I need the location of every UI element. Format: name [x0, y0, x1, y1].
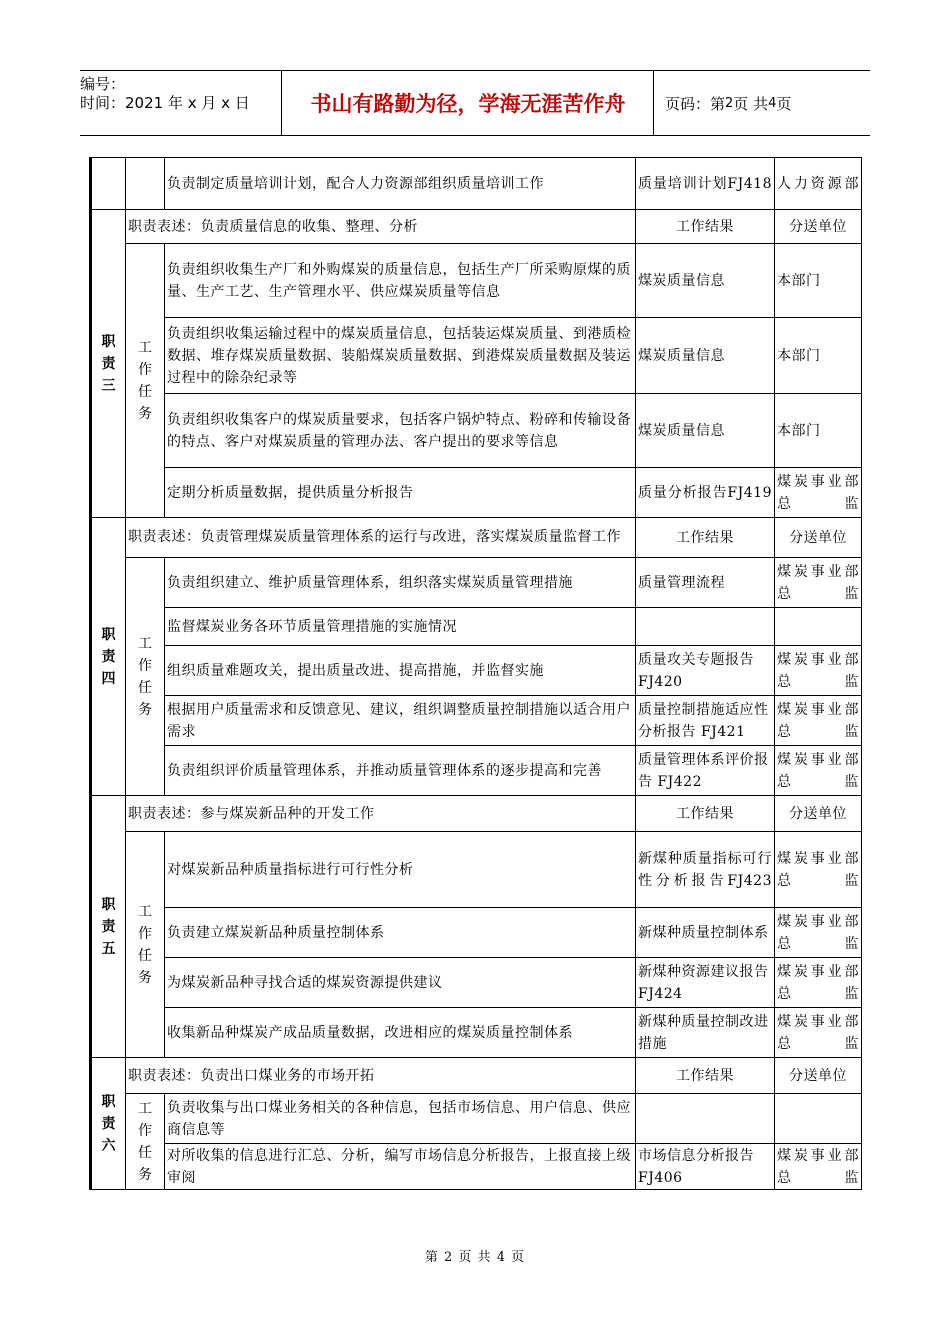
- duty-statement-row: [91, 210, 862, 244]
- task-label: 工作任务: [126, 832, 165, 1058]
- result-text: 质量管理流程: [636, 558, 775, 608]
- dest-text: 煤炭事业部总监: [775, 558, 862, 608]
- dest-text: 煤炭事业部总监: [775, 468, 862, 518]
- header-motto: 书山有路勤为径，学海无涯苦作舟: [283, 71, 654, 135]
- task-text: 对所收集的信息进行汇总、分析，编写市场信息分析报告，上报直接上级审阅: [165, 1144, 636, 1190]
- header-page-number: 页码：第 2 页 共 4 页: [665, 94, 792, 113]
- duty-statement-row: [91, 518, 862, 558]
- task-text: 收集新品种煤炭产成品质量数据，改进相应的煤炭质量控制体系: [165, 1008, 636, 1058]
- task-text: 为煤炭新品种寻找合适的煤炭资源提供建议: [165, 958, 636, 1008]
- dest-text: 煤炭事业部总监: [775, 646, 862, 696]
- task-text: 负责建立煤炭新品种质量控制体系: [165, 908, 636, 958]
- duty-label: 职责四: [91, 518, 126, 796]
- task-text: 定期分析质量数据，提供质量分析报告: [165, 468, 636, 518]
- dest-text: 人力资源部: [775, 158, 862, 210]
- duty-statement: 职责表述：负责质量信息的收集、整理、分析: [126, 210, 636, 244]
- result-text: 质量分析报告FJ419: [636, 468, 775, 518]
- task-label: 工作任务: [126, 1094, 165, 1190]
- task-label: 工作任务: [126, 244, 165, 518]
- table-row: [91, 244, 862, 318]
- table-row: [91, 1144, 862, 1190]
- task-text: 负责组织评价质量管理体系，并推动质量管理体系的逐步提高和完善: [165, 746, 636, 796]
- table-row: [91, 746, 862, 796]
- result-text: [636, 608, 775, 646]
- duty-label: 职责五: [91, 796, 126, 1058]
- dest-text: 煤炭事业部总监: [775, 696, 862, 746]
- table-row: [91, 394, 862, 468]
- table-row: [91, 908, 862, 958]
- table-row: [91, 958, 862, 1008]
- duty-label-cell: [91, 158, 126, 210]
- task-text: 负责组织收集运输过程中的煤炭质量信息，包括装运煤炭质量、到港质检数据、堆存煤炭质量数据、装船煤炭质量数据、到港煤炭质量数据及装运过程中的除杂纪录等: [165, 318, 636, 394]
- duty-statement-row: [91, 796, 862, 832]
- result-header: 工作结果: [636, 210, 775, 244]
- result-header: 工作结果: [636, 1058, 775, 1094]
- duty-statement: 职责表述：负责出口煤业务的市场开拓: [126, 1058, 636, 1094]
- task-text: 负责组织收集生产厂和外购煤炭的质量信息，包括生产厂所采购原煤的质量、生产工艺、生产管理水平、供应煤炭质量等信息: [165, 244, 636, 318]
- dest-text: 煤炭事业部总监: [775, 908, 862, 958]
- dest-text: [775, 608, 862, 646]
- duties-table: [89, 157, 862, 1190]
- dest-text: 煤炭事业部总监: [775, 1144, 862, 1190]
- dest-text: 煤炭事业部总监: [775, 832, 862, 908]
- result-header: 工作结果: [636, 796, 775, 832]
- result-text: 煤炭质量信息: [636, 318, 775, 394]
- dest-text: [775, 1094, 862, 1144]
- table-row: [91, 696, 862, 746]
- task-text: 负责制定质量培训计划，配合人力资源部组织质量培训工作: [165, 158, 636, 210]
- dest-header: 分送单位: [775, 210, 862, 244]
- duty-label: 职责六: [91, 1058, 126, 1190]
- doc-number-label: 编号：: [80, 75, 126, 93]
- task-label: 工作任务: [126, 558, 165, 796]
- table-row: [91, 1094, 862, 1144]
- task-text: 负责收集与出口煤业务相关的各种信息，包括市场信息、用户信息、供应商信息等: [165, 1094, 636, 1144]
- table-row: [91, 832, 862, 908]
- table-row: [91, 558, 862, 608]
- page-header: [80, 70, 870, 136]
- table-row: [91, 468, 862, 518]
- result-text: 质量培训计划FJ418: [636, 158, 775, 210]
- dest-text: 本部门: [775, 318, 862, 394]
- header-meta: [80, 71, 282, 135]
- result-text: 新煤种资源建议报告 FJ424: [636, 958, 775, 1008]
- result-text: 新煤种质量控制改进措施: [636, 1008, 775, 1058]
- result-text: [636, 1094, 775, 1144]
- task-text: 根据用户质量需求和反馈意见、建议，组织调整质量控制措施以适合用户需求: [165, 696, 636, 746]
- task-text: 负责组织收集客户的煤炭质量要求，包括客户锅炉特点、粉碎和传输设备的特点、客户对煤炭质量的管理办法、客户提出的要求等信息: [165, 394, 636, 468]
- table-row: [91, 646, 862, 696]
- result-text: 质量管理体系评价报告 FJ422: [636, 746, 775, 796]
- table-row: [91, 158, 862, 210]
- dest-text: 煤炭事业部总监: [775, 1008, 862, 1058]
- result-text: 煤炭质量信息: [636, 394, 775, 468]
- table-row: [91, 1008, 862, 1058]
- duty-label: 职责三: [91, 210, 126, 518]
- result-text: 市场信息分析报告FJ406: [636, 1144, 775, 1190]
- task-text: 监督煤炭业务各环节质量管理措施的实施情况: [165, 608, 636, 646]
- result-text: 煤炭质量信息: [636, 244, 775, 318]
- dest-text: 煤炭事业部总监: [775, 746, 862, 796]
- page-footer: 第 2 页 共 4 页: [424, 1250, 526, 1265]
- task-label-cell: [126, 158, 165, 210]
- result-text: 质量控制措施适应性分析报告 FJ421: [636, 696, 775, 746]
- dest-header: 分送单位: [775, 1058, 862, 1094]
- result-text: 新煤种质量控制体系: [636, 908, 775, 958]
- duty-statement-row: [91, 1058, 862, 1094]
- duty-statement: 职责表述：参与煤炭新品种的开发工作: [126, 796, 636, 832]
- result-text: 新煤种质量指标可行性分析报告FJ423: [636, 832, 775, 908]
- result-text: 质量攻关专题报告FJ420: [636, 646, 775, 696]
- dest-text: 本部门: [775, 394, 862, 468]
- task-text: 负责组织建立、维护质量管理体系，组织落实煤炭质量管理措施: [165, 558, 636, 608]
- dest-text: 煤炭事业部总监: [775, 958, 862, 1008]
- dest-text: 本部门: [775, 244, 862, 318]
- duty-statement: 职责表述：负责管理煤炭质量管理体系的运行与改进，落实煤炭质量监督工作: [126, 518, 636, 558]
- task-text: 组织质量难题攻关，提出质量改进、提高措施，并监督实施: [165, 646, 636, 696]
- dest-header: 分送单位: [775, 796, 862, 832]
- dest-header: 分送单位: [775, 518, 862, 558]
- table-row: [91, 318, 862, 394]
- task-text: 对煤炭新品种质量指标进行可行性分析: [165, 832, 636, 908]
- table-row: [91, 608, 862, 646]
- doc-date-label: 时间：2021 年 x 月 x 日: [80, 94, 250, 112]
- result-header: 工作结果: [636, 518, 775, 558]
